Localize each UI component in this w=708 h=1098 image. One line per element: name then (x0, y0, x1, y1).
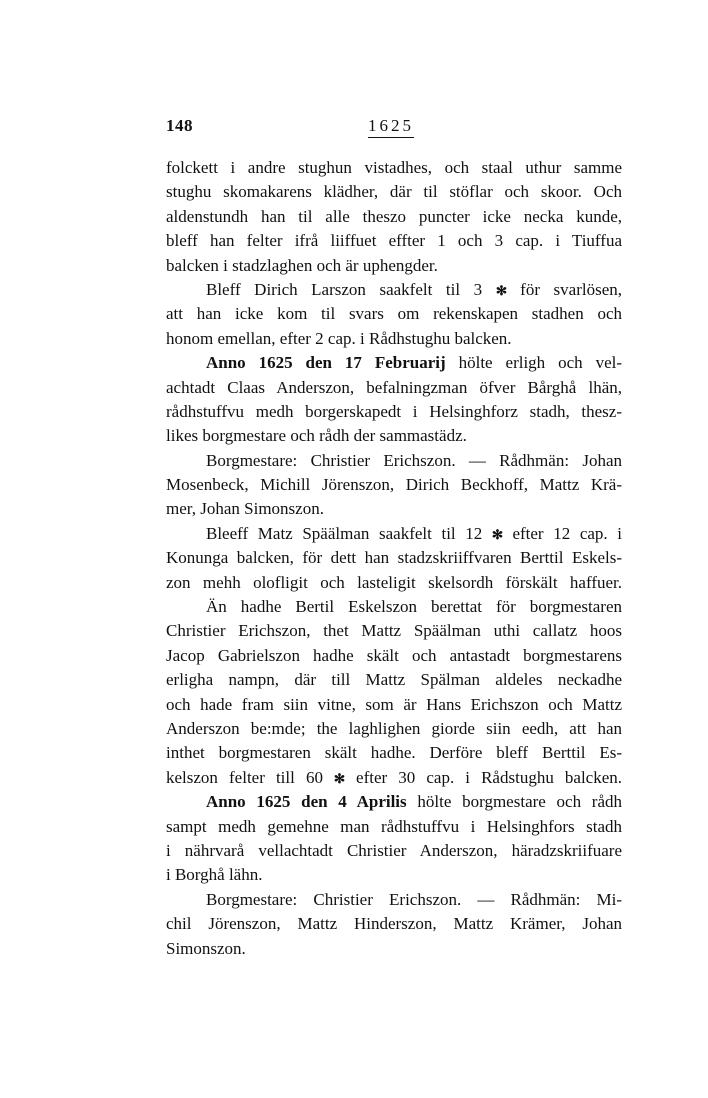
text-line: balcken i stadzlaghen och är uphengder. (166, 255, 438, 275)
text-line: i Borghå lähn. (166, 865, 263, 885)
text-line (166, 522, 622, 546)
text-line: och hade fram siin vitne, som är Hans Erichszon och Mattz (166, 694, 622, 714)
text-line: Än hadhe Bertil Eskelszon berettat för borgmestaren (206, 597, 622, 617)
text-fragment: Bleeff Matz Späälman saakfelt til 12 (206, 523, 483, 543)
paragraph-3 (166, 351, 622, 449)
text-line (166, 766, 622, 790)
session-date-heading: Anno 1625 den 17 Februarij (206, 353, 446, 373)
text-line: likes borgmestare och rådh der sammastädz. (166, 426, 467, 446)
text-line: bleff han felter ifrå liiffuet effter 1 och 3 cap. i Tiuffua (166, 231, 622, 251)
text-line: Borgmestare: Christier Erichszon. — Rådhmän: Johan (206, 450, 622, 470)
text-line: Borgmestare: Christier Erichszon. — Rådhmän: Mi- (206, 889, 622, 909)
text-line (166, 351, 622, 375)
text-line: zon mehh olofligit och lasteligit skelsordh förskält haffuer. (166, 572, 622, 592)
text-line: mer, Johan Simonszon. (166, 499, 324, 519)
text-line: Konunga balcken, för dett han stadzskriiffvaren Berttil Eskels- (166, 548, 622, 568)
text-line: chil Jörenszon, Mattz Hinderszon, Mattz Krämer, Johan (166, 914, 622, 934)
text-line: inthet borgmestaren skält hadhe. Derföre bleff Berttil Es- (166, 743, 622, 763)
text-line: stughu skomakarens klädher, där til stöflar och skoor. Och (166, 182, 622, 202)
text-line (166, 790, 622, 814)
text-line (166, 278, 622, 302)
paragraph-1 (166, 156, 622, 278)
text-line: honom emellan, efter 2 cap. i Rådhstughu balcken. (166, 328, 512, 348)
running-head-year: 1625 (368, 116, 414, 138)
currency-mark-icon: ✻ (491, 526, 504, 542)
text-fragment: hölte erligh och vel- (458, 353, 622, 373)
page-number: 148 (166, 116, 193, 135)
text-line: sampt medh gemehne man rådhstuffvu i Helsinghfors stadh (166, 816, 622, 836)
text-line: Simonszon. (166, 938, 246, 958)
text-fragment: hölte borgmestare och rådh (417, 792, 622, 812)
text-line: erligha nampn, där till Mattz Spälman aldeles neckadhe (166, 670, 622, 690)
text-fragment: kelszon felter till 60 (166, 767, 323, 787)
paragraph-8 (166, 888, 622, 961)
paragraph-2 (166, 278, 622, 351)
text-line: folckett i andre stughun vistadhes, och staal uthur samme (166, 158, 622, 177)
text-fragment: efter 12 cap. i (512, 523, 622, 543)
text-line: i nährvarå vellachtadt Christier Anderszon, häradzskriifuare (166, 840, 622, 860)
text-line: achtadt Claas Anderszon, befalningzman öfver Bårghå lhän, (166, 377, 622, 397)
text-line: att han icke kom til svars om rekenskapen stadhen och (166, 304, 622, 324)
session-date-heading: Anno 1625 den 4 Aprilis (206, 792, 407, 812)
text-line: rådhstuffvu medh borgerskapedt i Helsinghforz stadh, thesz- (166, 401, 622, 421)
text-line: Mosenbeck, Michill Jörenszon, Dirich Beckhoff, Mattz Krä- (166, 475, 622, 495)
body-text (166, 156, 622, 961)
paragraph-5 (166, 522, 622, 595)
currency-mark-icon: ✻ (333, 770, 346, 786)
text-line: Jacop Gabrielszon hadhe skält och antastadt borgmestarens (166, 645, 622, 665)
text-line: Anderszon be:mde; the laghlighen giorde siin eedh, att han (166, 718, 622, 738)
paragraph-7 (166, 790, 622, 888)
text-fragment: efter 30 cap. i Rådstughu balcken. (356, 767, 622, 787)
text-line: aldenstundh han til alle theszo puncter icke necka kunde, (166, 206, 622, 226)
paragraph-4 (166, 449, 622, 522)
paragraph-6 (166, 595, 622, 790)
currency-mark-icon: ✻ (495, 282, 507, 298)
text-fragment: för svarlösen, (520, 279, 622, 299)
page-header (166, 116, 622, 146)
text-line: Christier Erichszon, thet Mattz Späälman uthi callatz hoos (166, 621, 622, 641)
text-fragment: Bleff Dirich Larszon saakfelt til 3 (206, 279, 483, 299)
